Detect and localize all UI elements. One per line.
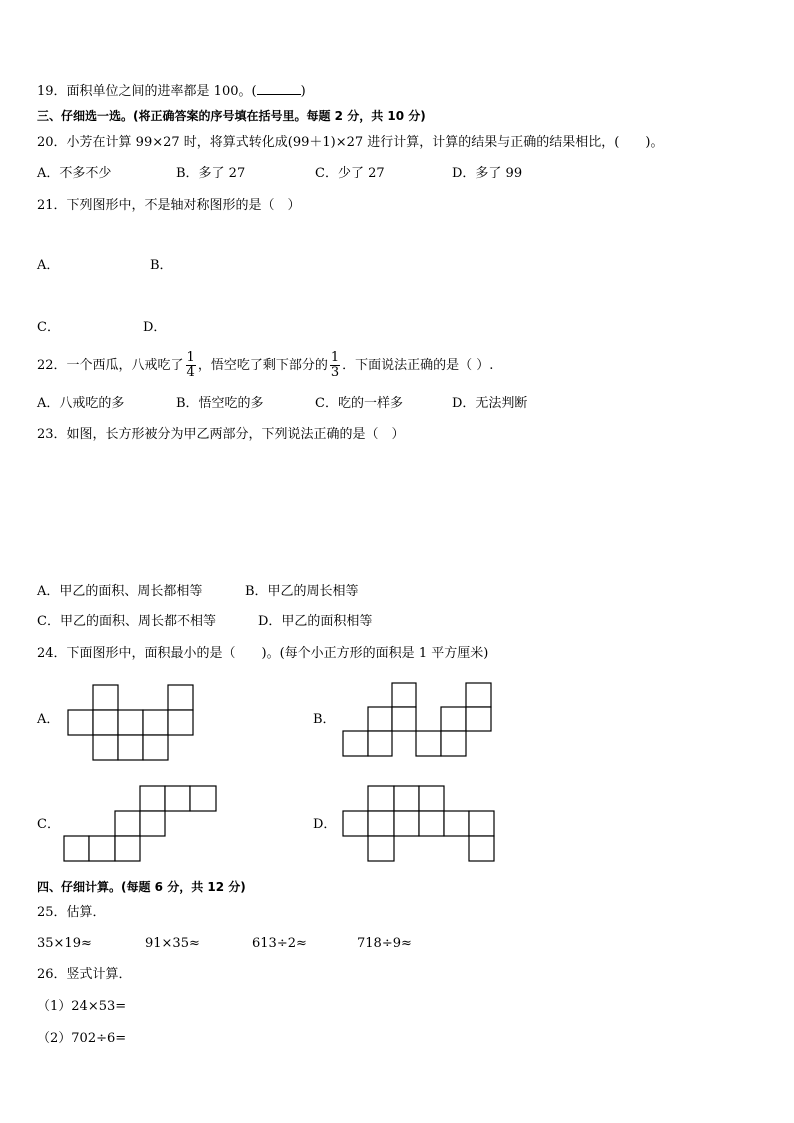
question-20: 20．小芳在计算 99×27 时，将算式转化成(99＋1)×27 进行计算，计算的结果与正确的结果相比，( )。 [37,135,664,150]
q23-option-b[interactable]: B．甲乙的周长相等 [245,584,359,599]
q24-figure-c [64,786,218,862]
q21-option-d[interactable]: D． [143,320,167,335]
q20-option-d[interactable]: D．多了 99 [452,166,523,181]
question-23: 23．如图，长方形被分为甲乙两部分，下列说法正确的是（ ） [37,427,405,442]
q24-option-b[interactable]: B． [313,712,336,727]
q20-option-c[interactable]: C．少了 27 [315,166,385,181]
q21-option-b[interactable]: B． [150,258,173,273]
q23-option-c[interactable]: C．甲乙的面积、周长都不相等 [37,614,216,629]
question-26: 26．竖式计算． [37,967,132,982]
question-24: 24．下面图形中，面积最小的是（ )。(每个小正方形的面积是 1 平方厘米) [37,646,489,661]
q20-option-b[interactable]: B．多了 27 [176,166,246,181]
q24-option-c[interactable]: C． [37,817,60,832]
q22-option-b[interactable]: B．悟空吃的多 [176,396,264,411]
q24-figure-d [343,786,496,862]
fraction-one-third: $\frac{1}{3}$ [330,350,340,380]
estimate-item: 91×35≈ [145,936,200,951]
answer-blank[interactable] [257,82,301,95]
q24-figure-b [343,683,492,757]
q24-option-d[interactable]: D． [313,817,337,832]
q22-option-a[interactable]: A．八戒吃的多 [37,396,125,411]
q24-option-a[interactable]: A． [37,712,60,727]
q23-option-d[interactable]: D．甲乙的面积相等 [258,614,373,629]
question-21: 21．下列图形中，不是轴对称图形的是（ ） [37,198,301,213]
q21-option-c[interactable]: C． [37,320,60,335]
q22-option-c[interactable]: C．吃的一样多 [315,396,403,411]
estimate-item: 718÷9≈ [357,936,412,951]
vertical-calc-item: （1）24×53= [37,999,127,1014]
section-heading-3: 三、仔细选一选。(将正确答案的序号填在括号里。每题 2 分，共 10 分) [37,109,426,123]
question-22: 22．一个西瓜，八戒吃了 $\frac{1}{4}$ ，悟空吃了剩下部分的 $\frac{1}{3}$ ．下面说法正确的是（ ）. [37,350,494,380]
section-heading-4: 四、仔细计算。(每题 6 分，共 12 分) [37,880,246,894]
q24-figure-a [68,685,194,761]
vertical-calc-item: （2）702÷6= [37,1031,127,1046]
fraction-one-quarter: $\frac{1}{4}$ [186,350,195,380]
q20-option-a[interactable]: A．不多不少 [37,166,112,181]
question-25: 25．估算． [37,905,106,920]
question-19: 19．面积单位之间的进率都是 100。( ) [37,84,306,99]
q23-option-a[interactable]: A．甲乙的面积、周长都相等 [37,584,203,599]
estimate-item: 35×19≈ [37,936,92,951]
estimate-item: 613÷2≈ [252,936,307,951]
q22-option-d[interactable]: D．无法判断 [452,396,528,411]
q21-option-a[interactable]: A． [37,258,60,273]
